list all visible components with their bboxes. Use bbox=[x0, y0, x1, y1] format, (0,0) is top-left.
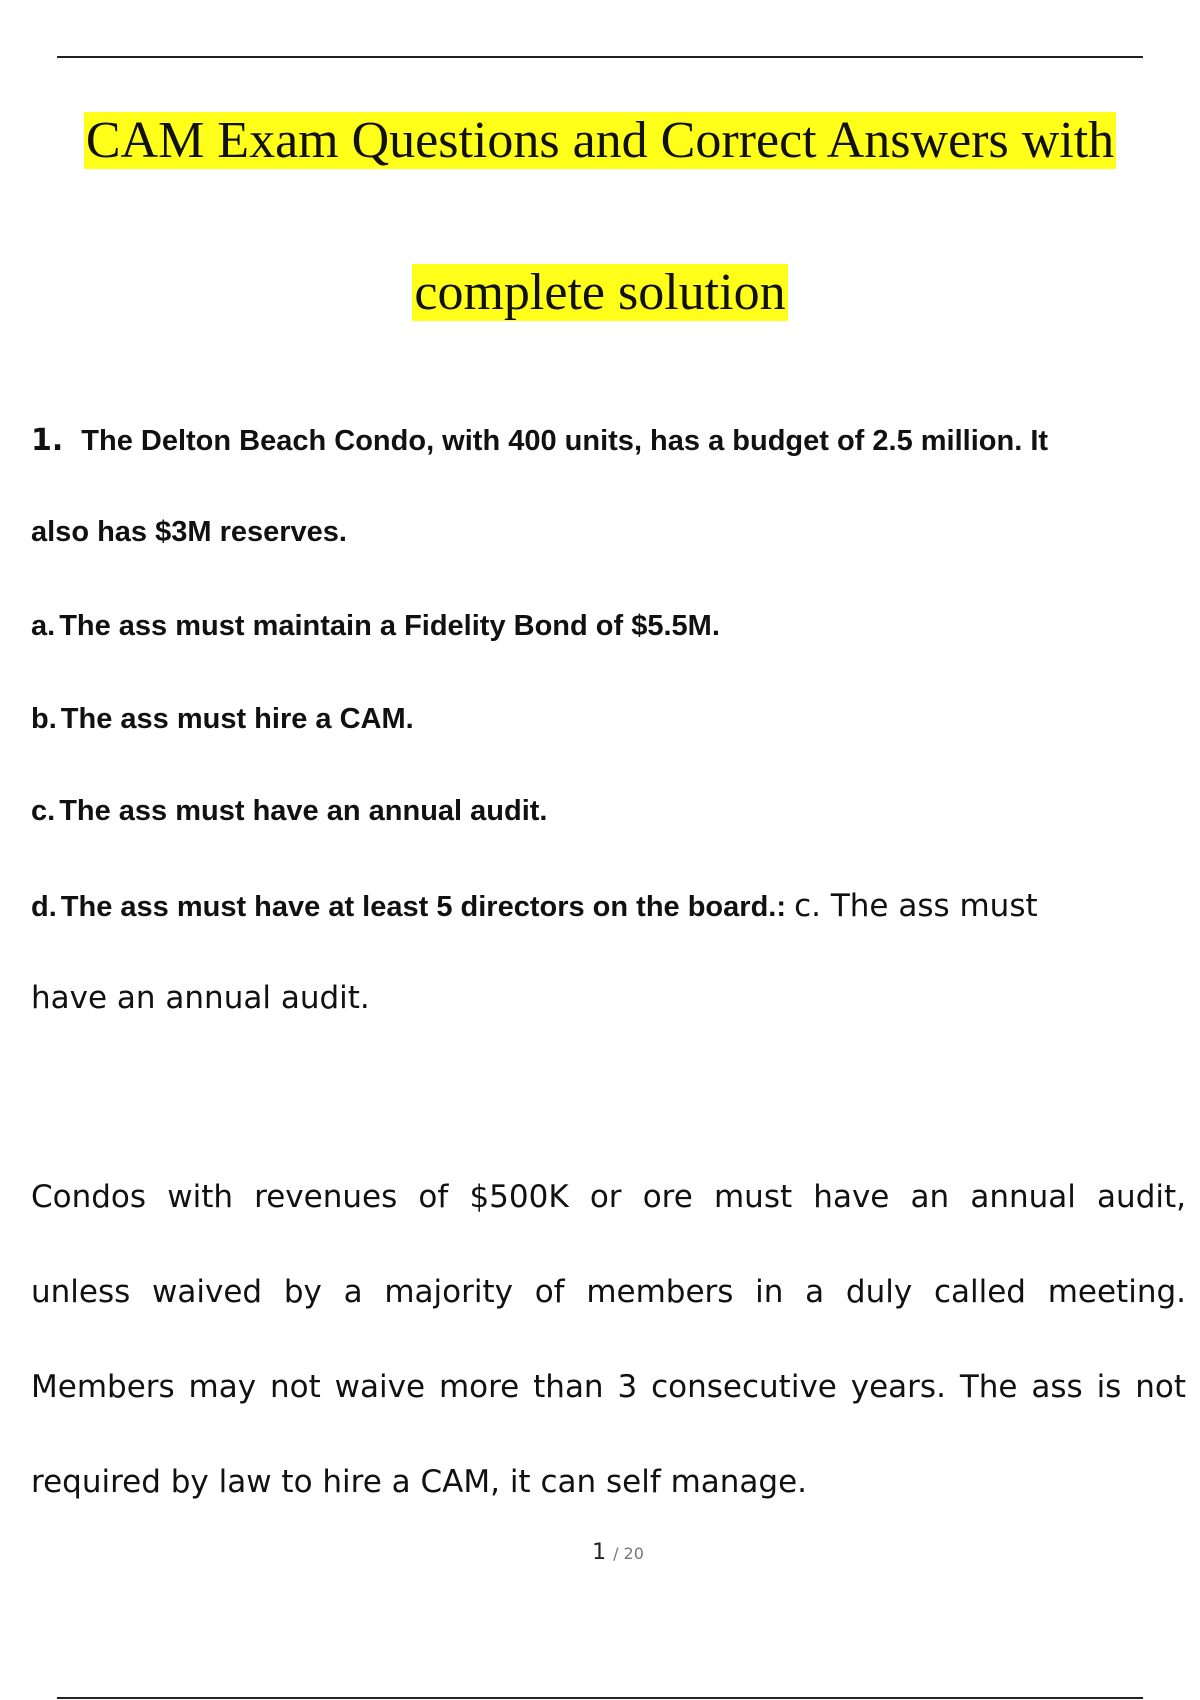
explanation-line-1: Condos with revenues of $500K or ore must have an annual audit, bbox=[31, 1179, 1186, 1215]
page-current: 1 bbox=[592, 1540, 607, 1565]
page-total: / 20 bbox=[613, 1544, 644, 1563]
explanation-line-3: Members may not waive more than 3 consecutive years. The ass is not bbox=[31, 1369, 1186, 1405]
option-a bbox=[31, 610, 720, 643]
option-b-text: The ass must hire a CAM. bbox=[60, 703, 414, 735]
question-stem-line-2: also has $3M reserves. bbox=[31, 516, 347, 548]
option-a-letter: a. bbox=[31, 610, 56, 642]
answer-continued: have an annual audit. bbox=[31, 980, 370, 1016]
explanation-line-4: required by law to hire a CAM, it can self manage. bbox=[31, 1464, 808, 1500]
option-a-text: The ass must maintain a Fidelity Bond of $5.5M. bbox=[59, 610, 720, 642]
question-number: 1. bbox=[31, 423, 64, 458]
title-highlight-2: complete solution bbox=[414, 264, 786, 321]
question-stem-text-1: The Delton Beach Condo, with 400 units, has a budget of 2.5 million. It bbox=[81, 425, 1049, 457]
page-title-line-2 bbox=[0, 262, 1200, 324]
option-d-text: The ass must have at least 5 directors on the board.: bbox=[60, 891, 786, 923]
answer-inline: c. The ass must bbox=[794, 888, 1038, 924]
option-b-letter: b. bbox=[31, 703, 57, 735]
page-number bbox=[0, 1540, 1200, 1565]
option-d bbox=[31, 888, 1038, 924]
answer-explanation bbox=[31, 1150, 1186, 1530]
explanation-line-2: unless waived by a majority of members in a duly called meeting. bbox=[31, 1274, 1186, 1310]
option-b bbox=[31, 703, 414, 736]
option-c bbox=[31, 795, 548, 828]
page-title-line-1 bbox=[0, 110, 1200, 172]
option-c-letter: c. bbox=[31, 795, 56, 827]
top-divider bbox=[57, 56, 1143, 58]
title-highlight-1: CAM Exam Questions and Correct Answers with bbox=[85, 112, 1115, 169]
option-c-text: The ass must have an annual audit. bbox=[59, 795, 548, 827]
bottom-divider bbox=[57, 1697, 1143, 1699]
option-d-letter: d. bbox=[31, 891, 57, 923]
question-stem-line-1 bbox=[31, 423, 1048, 458]
